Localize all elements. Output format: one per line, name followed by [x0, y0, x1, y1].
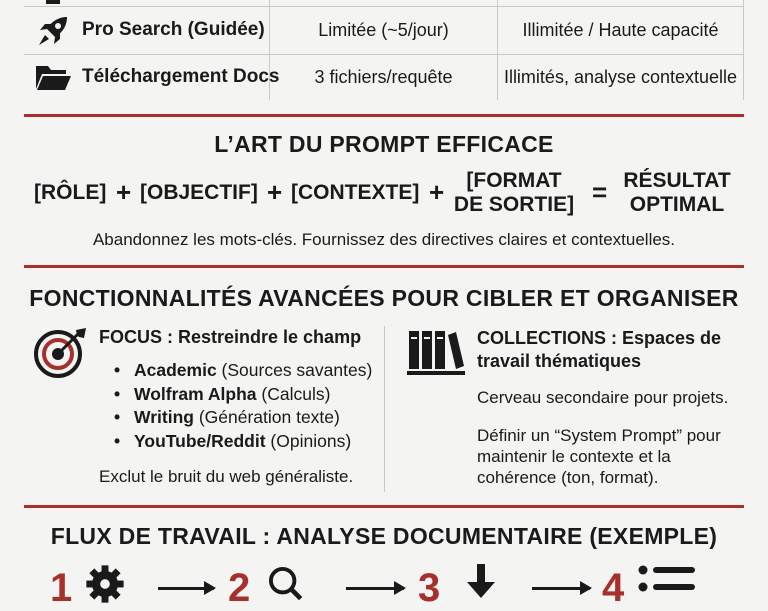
books-icon	[407, 329, 465, 377]
focus-note: Exclut le bruit du web généraliste.	[99, 467, 354, 486]
collections-heading-line2: travail thématiques	[477, 351, 642, 371]
table-row-divider	[24, 54, 744, 55]
formula-part-format-line1: [FORMAT	[466, 169, 562, 192]
list-item: • Academic (Sources savantes)	[114, 359, 372, 383]
cut-off-icon	[46, 0, 60, 4]
target-icon	[32, 326, 88, 380]
list-item: • YouTube/Reddit (Opinions)	[114, 430, 372, 454]
focus-heading: FOCUS : Restreindre le champ	[99, 327, 362, 347]
section-divider	[24, 265, 744, 268]
feature-label: Téléchargement Docs	[82, 66, 280, 87]
prompt-subtitle: Abandonnez les mots-clés. Fournissez des directives claires et contextuelles.	[92, 230, 676, 249]
plus-sign: +	[429, 177, 445, 207]
search-icon	[262, 565, 308, 601]
flow-arrow	[158, 587, 214, 590]
gear-icon	[76, 564, 134, 604]
formula-result-line2: OPTIMAL	[629, 193, 725, 216]
plus-sign: +	[267, 177, 283, 207]
collections-heading	[477, 327, 721, 373]
section-title: L’ART DU PROMPT EFFICACE	[214, 131, 554, 157]
step-number: 3	[418, 566, 441, 610]
rocket-icon	[36, 14, 70, 48]
pro-plan-value: Illimités, analyse contextuelle	[503, 67, 738, 87]
section-divider	[24, 505, 744, 508]
focus-list	[104, 359, 372, 453]
list-icon	[638, 564, 698, 600]
folder-icon	[34, 62, 72, 92]
flow-arrow	[532, 587, 590, 590]
step-number: 1	[50, 566, 73, 610]
equals-sign: =	[592, 177, 608, 207]
step-number: 4	[602, 566, 625, 610]
formula-part-objective: [OBJECTIF]	[140, 181, 258, 204]
formula-result-line1: RÉSULTAT	[623, 169, 731, 192]
download-icon	[462, 564, 500, 604]
collections-text2-line3: cohérence (ton, format).	[477, 468, 659, 487]
section-title: FLUX DE TRAVAIL : ANALYSE DOCUMENTAIRE (EXEMPLE)	[50, 523, 718, 549]
formula-part-context: [CONTEXTE]	[291, 181, 420, 204]
table-top-border	[24, 6, 744, 7]
step-number: 2	[228, 566, 251, 610]
collections-text2-line2: maintenir le contexte et la	[477, 447, 671, 466]
collections-text2	[477, 425, 721, 488]
pro-plan-value: Illimitée / Haute capacité	[522, 20, 719, 40]
list-item: • Wolfram Alpha (Calculs)	[114, 383, 372, 407]
formula-result	[614, 169, 740, 217]
collections-text2-line1: Définir un “System Prompt” pour	[477, 426, 721, 445]
feature-label: Pro Search (Guidée)	[82, 19, 265, 40]
collections-heading-line1: COLLECTIONS : Espaces de	[477, 328, 722, 348]
section-title: FONCTIONNALITÉS AVANCÉES POUR CIBLER ET ORGANISER	[29, 285, 739, 311]
list-item: • Writing (Génération texte)	[114, 406, 372, 430]
formula-part-format-line2: DE SORTIE]	[453, 193, 575, 216]
plus-sign: +	[116, 177, 132, 207]
table-column-divider	[743, 0, 744, 100]
free-plan-value: Limitée (~5/jour)	[318, 20, 449, 40]
collections-text1: Cerveau secondaire pour projets.	[477, 388, 729, 407]
column-divider	[384, 326, 385, 492]
formula-part-role: [RÔLE]	[34, 181, 107, 204]
flow-arrow	[346, 587, 404, 590]
free-plan-value: 3 fichiers/requête	[314, 67, 453, 87]
section-divider	[24, 114, 744, 117]
formula-part-format	[450, 169, 578, 217]
